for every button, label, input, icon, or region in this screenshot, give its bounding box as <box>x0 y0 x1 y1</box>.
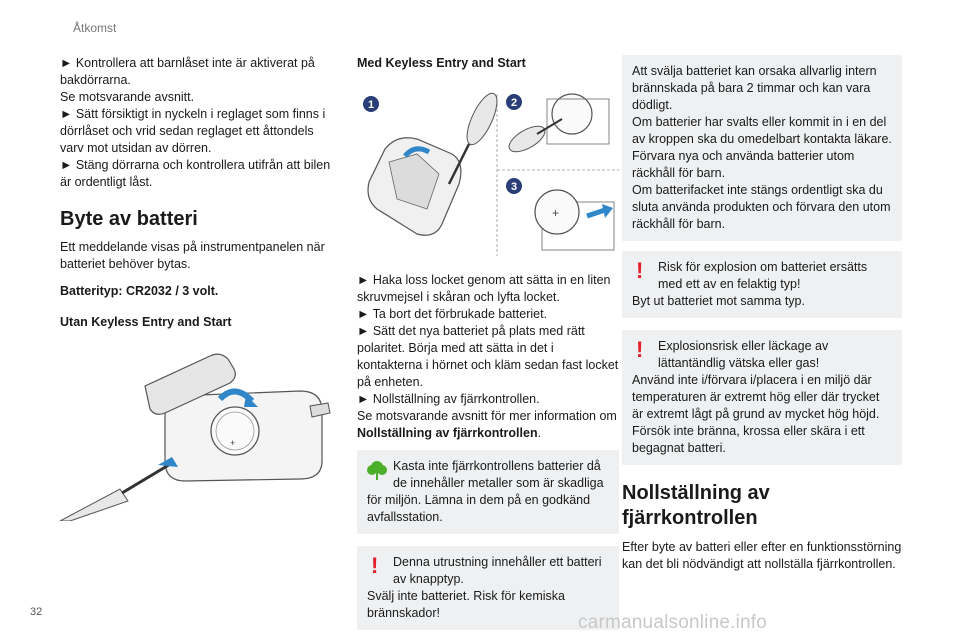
remote-reset-body: Efter byte av batteri eller efter en funktionsstörning kan det bli nödvändigt att nollställa fjärrkontrollen. <box>622 540 902 571</box>
key-without-keyless-illustration <box>60 351 332 521</box>
intro-line-1: ► Kontrollera att barnlåset inte är aktiverat på bakdörrarna. <box>60 56 315 87</box>
column-2 <box>357 55 619 630</box>
environment-note-rest: för miljön. Lämna in dem på en godkänd avfallsstation. <box>367 493 591 524</box>
column-1 <box>60 55 332 526</box>
warning-icon: ! <box>636 258 644 283</box>
button-battery-warning-first: Denna utrustning innehåller ett batteri av knapptyp. <box>393 555 602 586</box>
swallow-warning-note <box>622 55 902 241</box>
warning-icon: ! <box>636 337 644 362</box>
explosion-type-warning-first: Risk för explosion om batteriet ersätts med ett av en felaktig typ! <box>658 260 868 291</box>
key-battery-illustration <box>60 351 332 526</box>
step-text-4: ► Nollställning av fjärrkontrollen. <box>357 392 540 406</box>
running-header: Åtkomst <box>73 21 117 35</box>
heading-battery-replacement: Byte av batteri <box>60 208 198 230</box>
reference-bold: Nollställning av fjärrkontrollen <box>357 426 538 440</box>
battery-message: Ett meddelande visas på instrumentpanelen när batteriet behöver bytas. <box>60 240 325 271</box>
warning-icon: ! <box>371 553 379 578</box>
keyless-steps-illustration <box>357 84 619 256</box>
reference-line <box>357 425 619 442</box>
svg-text:+: + <box>230 438 236 448</box>
step-text-2: ► Ta bort det förbrukade batteriet. <box>357 307 548 321</box>
intro-line-2: Se motsvarande avsnitt. <box>60 90 195 104</box>
swallow-warning-line-4: Om batterifacket inte stängs ordentligt ska du sluta använda produkten och förvara den utom räckhåll för barn. <box>632 183 891 231</box>
intro-line-4: ► Stäng dörrarna och kontrollera utifrån att bilen är ordentligt låst. <box>60 158 331 189</box>
page-number: 32 <box>30 606 43 618</box>
watermark: carmanualsonline.info <box>578 612 768 633</box>
environment-note <box>357 450 619 534</box>
battery-type: Batterityp: CR2032 / 3 volt. <box>60 284 219 298</box>
explosion-leak-warning-rest: Använd inte i/förvara i/placera i en miljö där temperaturen är extremt hög eller där trycket är extremt lågt på grund av mycket hög höjd. Försök inte bränna, krossa eller skära i ett begagnat batteri. <box>632 373 880 455</box>
button-battery-warning-rest: Svälj inte batteriet. Risk för kemiska brännskador! <box>367 589 565 620</box>
step-label-3: 3 <box>511 181 518 193</box>
without-keyless-title: Utan Keyless Entry and Start <box>60 315 232 329</box>
keyless-steps-figure <box>357 84 619 256</box>
swallow-warning-line-1: Att svälja batteriet kan orsaka allvarlig intern brännskada på bara 2 timmar och kan vara dödligt. <box>632 64 877 112</box>
with-keyless-title: Med Keyless Entry and Start <box>357 56 526 70</box>
intro-line-3: ► Sätt försiktigt in nyckeln i reglaget som finns i dörrlåset och vrid sedan reglaget ett åttondels varv mot utsidan av dörren. <box>60 107 326 155</box>
step-text-3: ► Sätt det nya batteriet på plats med rätt polaritet. Börja med att sätta in det i kontakterna i hörnet och kläm sedan fast locket på enheten. <box>357 324 619 389</box>
explosion-leak-warning-first: Explosionsrisk eller läckage av lättantändlig vätska eller gas! <box>658 339 829 370</box>
environment-note-first: Kasta inte fjärrkontrollens batterier då de innehåller metaller som är skadliga <box>393 459 604 490</box>
step-label-2: 2 <box>511 97 518 109</box>
heading-remote-reset: Nollställning av fjärrkontrollen <box>622 482 770 529</box>
swallow-warning-line-2: Om batterier har svalts eller kommit in i en del av kroppen ska du omedelbart kontakta läkare. <box>632 115 892 146</box>
step-label-1: 1 <box>368 99 375 111</box>
explosion-type-warning-rest: Byt ut batteriet mot samma typ. <box>632 294 805 308</box>
tree-icon <box>367 459 387 481</box>
explosion-leak-warning <box>622 330 902 465</box>
step-text-1: ► Haka loss locket genom att sätta in en liten skruvmejsel i skåran och lyfta locket. <box>357 273 611 304</box>
column-3 <box>622 55 902 573</box>
svg-text:+: + <box>552 206 560 220</box>
explosion-type-warning <box>622 251 902 318</box>
reference-tail: . <box>537 426 542 440</box>
swallow-warning-line-3: Förvara nya och använda batterier utom räckhåll för barn. <box>632 149 855 180</box>
step-text-5: Se motsvarande avsnitt för mer information om <box>357 409 617 423</box>
